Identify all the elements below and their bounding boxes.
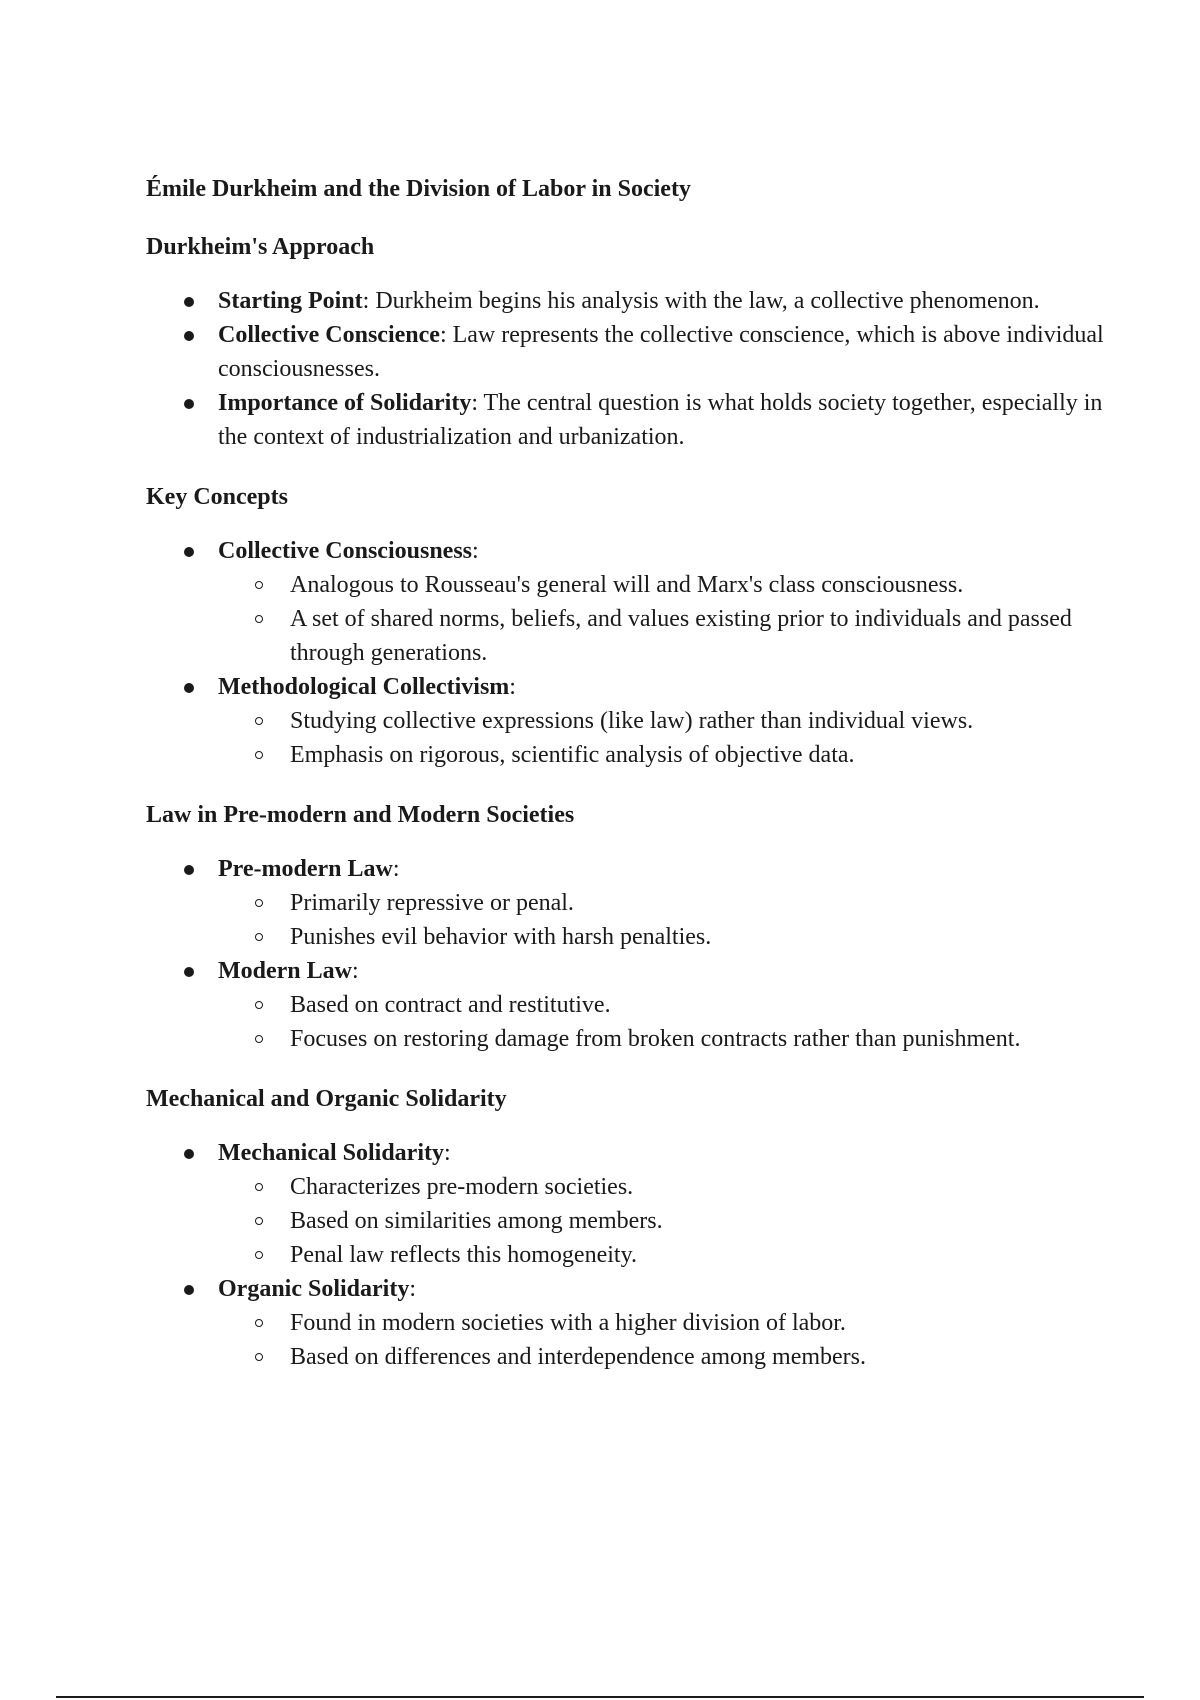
sub-bullet-item (218, 1204, 1106, 1238)
bullet-text: : (392, 856, 400, 882)
sub-bullet-item (218, 738, 1106, 772)
sub-bullet-item (218, 1340, 1106, 1374)
bullet-item (146, 1272, 1106, 1374)
bullet-term: Pre-modern Law (218, 856, 393, 882)
sub-bullet-text: Analogous to Rousseau's general will and Marx's class consciousness. (290, 572, 964, 598)
bullet-list (146, 534, 1106, 772)
bullet-dot-icon (184, 683, 194, 693)
sub-bullet-text: Based on contract and restitutive. (290, 992, 611, 1018)
bullet-item (146, 284, 1106, 318)
document-title: Émile Durkheim and the Division of Labor in Society (146, 176, 691, 202)
bullet-item (146, 954, 1106, 1056)
bullet-text: : Durkheim begins his analysis with the law, a collective phenomenon. (362, 288, 1040, 314)
bullet-term: Mechanical Solidarity (218, 1140, 444, 1166)
bullet-term: Organic Solidarity (218, 1276, 410, 1302)
section-heading: Key Concepts (146, 484, 288, 510)
sub-bullet-text: Focuses on restoring damage from broken contracts rather than punishment. (290, 1026, 1021, 1052)
sub-bullet-text: Characterizes pre-modern societies. (290, 1174, 634, 1200)
sub-bullet-list (218, 1170, 1106, 1272)
sub-bullet-item (218, 602, 1106, 670)
page-divider (56, 1696, 1144, 1698)
bullet-term: Importance of Solidarity (218, 390, 472, 416)
hollow-circle-icon (255, 1183, 263, 1191)
sub-bullet-item (218, 568, 1106, 602)
bullet-text: : Law represents the collective conscience, which is above individual consciousnesses. (218, 322, 1104, 382)
bullet-term: Collective Conscience (218, 322, 440, 348)
sub-bullet-text: A set of shared norms, beliefs, and values existing prior to individuals and passed through generations. (290, 606, 1072, 666)
sub-bullet-item (218, 988, 1106, 1022)
sub-bullet-item (218, 920, 1106, 954)
bullet-dot-icon (184, 1149, 194, 1159)
bullet-text: : (443, 1140, 451, 1166)
sub-bullet-list (218, 568, 1106, 670)
bullet-dot-icon (184, 297, 194, 307)
hollow-circle-icon (255, 1353, 263, 1361)
bullet-term: Modern Law (218, 958, 352, 984)
bullet-list (146, 852, 1106, 1056)
bullet-item (146, 1136, 1106, 1272)
sub-bullet-list (218, 704, 1106, 772)
hollow-circle-icon (255, 1035, 263, 1043)
hollow-circle-icon (255, 933, 263, 941)
bullet-dot-icon (184, 1285, 194, 1295)
bullet-text: : The central question is what holds society together, especially in the context of industrialization and urbanization. (218, 390, 1103, 450)
hollow-circle-icon (255, 1001, 263, 1009)
sub-bullet-text: Penal law reflects this homogeneity. (290, 1242, 638, 1268)
bullet-text: : (352, 958, 359, 984)
section (146, 1082, 1106, 1374)
sub-bullet-text: Found in modern societies with a higher division of labor. (290, 1310, 846, 1336)
bullet-term: Methodological Collectivism (218, 674, 510, 700)
sub-bullet-item (218, 1306, 1106, 1340)
document-page (146, 172, 1106, 1400)
bullet-text: : (472, 538, 479, 564)
sub-bullet-item (218, 886, 1106, 920)
bullet-list (146, 284, 1106, 454)
hollow-circle-icon (255, 899, 263, 907)
sub-bullet-list (218, 1306, 1106, 1374)
bullet-text: : (509, 674, 516, 700)
bullet-list (146, 1136, 1106, 1374)
sub-bullet-list (218, 886, 1106, 954)
hollow-circle-icon (255, 1217, 263, 1225)
sub-bullet-item (218, 1238, 1106, 1272)
hollow-circle-icon (255, 581, 263, 589)
sub-bullet-text: Based on similarities among members. (290, 1208, 663, 1234)
hollow-circle-icon (255, 717, 263, 725)
section (146, 230, 1106, 454)
section-heading: Law in Pre-modern and Modern Societies (146, 802, 575, 828)
hollow-circle-icon (255, 1319, 263, 1327)
bullet-item (146, 318, 1106, 386)
bullet-item (146, 670, 1106, 772)
sub-bullet-list (218, 988, 1106, 1056)
sub-bullet-text: Punishes evil behavior with harsh penalties. (290, 924, 712, 950)
bullet-dot-icon (184, 331, 194, 341)
sub-bullet-text: Primarily repressive or penal. (290, 890, 574, 916)
hollow-circle-icon (255, 1251, 263, 1259)
section-heading: Durkheim's Approach (146, 234, 375, 260)
bullet-dot-icon (184, 399, 194, 409)
sub-bullet-text: Emphasis on rigorous, scientific analysis of objective data. (290, 742, 855, 768)
section (146, 480, 1106, 772)
bullet-dot-icon (184, 967, 194, 977)
sub-bullet-item (218, 1022, 1106, 1056)
hollow-circle-icon (255, 615, 263, 623)
sub-bullet-text: Based on differences and interdependence among members. (290, 1344, 866, 1370)
bullet-item (146, 534, 1106, 670)
sub-bullet-item (218, 704, 1106, 738)
bullet-term: Starting Point (218, 288, 363, 314)
hollow-circle-icon (255, 751, 263, 759)
bullet-dot-icon (184, 865, 194, 875)
sub-bullet-item (218, 1170, 1106, 1204)
bullet-text: : (409, 1276, 417, 1302)
document-body (146, 230, 1106, 1374)
sub-bullet-text: Studying collective expressions (like law) rather than individual views. (290, 708, 974, 734)
section (146, 798, 1106, 1056)
bullet-term: Collective Consciousness (218, 538, 472, 564)
bullet-item (146, 852, 1106, 954)
bullet-item (146, 386, 1106, 454)
section-heading: Mechanical and Organic Solidarity (146, 1086, 507, 1112)
bullet-dot-icon (184, 547, 194, 557)
